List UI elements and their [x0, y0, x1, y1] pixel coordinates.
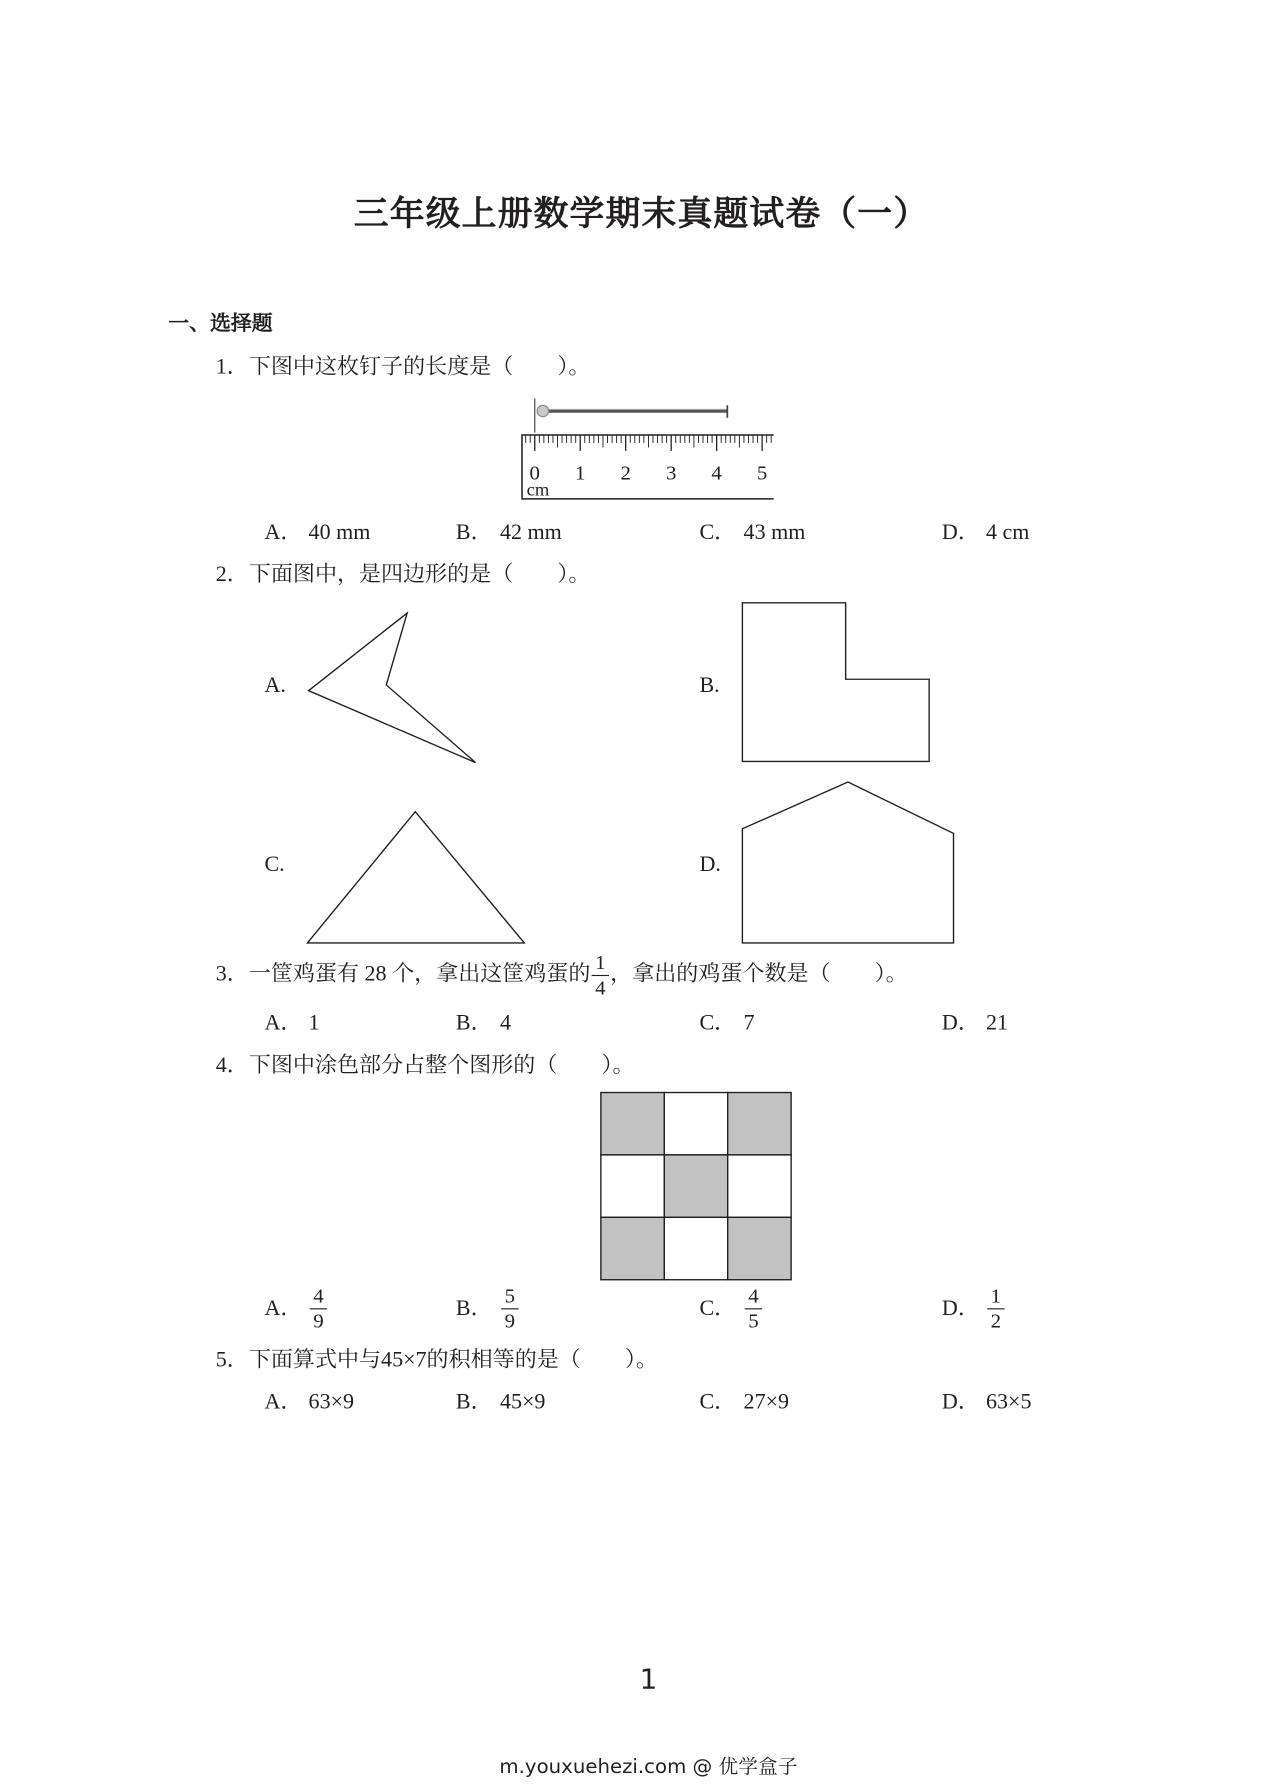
- question-3-text-after: ，拿出的鸡蛋个数是（ ）。: [610, 962, 908, 987]
- ruler-label-2: 2: [620, 462, 631, 485]
- option-label: B．: [455, 1296, 493, 1321]
- fraction-numerator: 1: [595, 951, 606, 974]
- option-label: D．: [941, 1296, 980, 1321]
- shape-c-triangle: [307, 812, 524, 943]
- option-label: C．: [699, 1011, 737, 1036]
- shape-a-concave-quadrilateral: [309, 613, 476, 763]
- question-5-option-c: [699, 1390, 789, 1415]
- option-fraction: [987, 1285, 1004, 1332]
- option-value: 43 mm: [743, 520, 806, 545]
- question-3-fraction: [592, 952, 609, 999]
- ruler-figure: [522, 435, 774, 499]
- grid-cell: [664, 1093, 727, 1155]
- option-label: A．: [264, 520, 303, 545]
- option-value: 4: [499, 1011, 511, 1036]
- question-1-option-a: [264, 521, 370, 546]
- ruler-label-1: 1: [575, 462, 586, 485]
- question-4-option-c: [699, 1285, 763, 1332]
- ruler-label-3: 3: [665, 462, 677, 485]
- option-value: 7: [743, 1011, 755, 1036]
- option-fraction: [501, 1285, 518, 1332]
- question-5-option-d: [942, 1390, 1032, 1415]
- option-value: 1: [308, 1011, 320, 1036]
- fraction-denominator: 9: [501, 1308, 518, 1332]
- page-number: 1: [639, 1663, 658, 1696]
- grid-cell: [664, 1217, 727, 1279]
- ruler-ticks: [526, 435, 772, 451]
- option-fraction: [745, 1285, 762, 1332]
- option-label: C．: [699, 1296, 737, 1321]
- grid-cell-shaded: [664, 1155, 727, 1217]
- question-3-option-c: [699, 1011, 754, 1036]
- shape-d-pentagon: [742, 782, 953, 943]
- ruler-outline: [522, 435, 774, 499]
- option-value: 63×9: [308, 1390, 355, 1415]
- grid-cell-shaded: [728, 1093, 791, 1155]
- question-5-option-a: [264, 1390, 354, 1415]
- option-value: 63×5: [986, 1390, 1032, 1415]
- fraction-denominator: 9: [310, 1308, 327, 1332]
- option-value: 42 mm: [499, 520, 562, 545]
- fraction-denominator: 5: [745, 1308, 762, 1332]
- option-label: A．: [264, 1011, 303, 1036]
- ruler-label-4: 4: [711, 462, 722, 485]
- section-heading: 一、选择题: [168, 311, 273, 336]
- grid-cell-shaded: [601, 1093, 664, 1155]
- question-4-option-d: [942, 1285, 1006, 1332]
- question-1-option-c: [699, 521, 805, 546]
- shape-b-l-hexagon: [742, 603, 929, 762]
- question-2-text: 2．下面图中，是四边形的是（ ）。: [215, 562, 591, 587]
- option-label: B．: [455, 1390, 493, 1415]
- grid-cell: [728, 1155, 791, 1217]
- shape-a-label: A.: [264, 673, 286, 698]
- option-label: C．: [699, 520, 737, 545]
- option-label: D．: [941, 1390, 980, 1415]
- fraction-numerator: 4: [748, 1284, 759, 1308]
- fraction-numerator: 1: [990, 1284, 1002, 1308]
- page-title: 三年级上册数学期末真题试卷（一）: [353, 194, 930, 235]
- option-fraction: [310, 1285, 327, 1332]
- question-4-option-a: [264, 1285, 328, 1332]
- option-label: B．: [455, 520, 493, 545]
- shape-c-label: C.: [264, 852, 285, 877]
- question-5-option-b: [456, 1390, 546, 1415]
- shape-d-label: D.: [699, 852, 721, 877]
- question-4-text: 4．下图中涂色部分占整个图形的（ ）。: [215, 1053, 635, 1078]
- question-1-option-d: [942, 521, 1030, 546]
- question-1-option-b: [456, 521, 562, 546]
- question-4-option-b: [456, 1285, 520, 1332]
- option-value: 27×9: [743, 1390, 790, 1415]
- question-3-option-a: [264, 1011, 319, 1036]
- fraction-numerator: 5: [504, 1284, 516, 1308]
- option-label: A．: [264, 1390, 303, 1415]
- question-1-text: 1．下图中这枚钉子的长度是（ ）。: [215, 355, 591, 380]
- ruler-unit: cm: [526, 479, 550, 500]
- ruler-label-5: 5: [756, 462, 768, 485]
- question-3-text-before: 3．一筐鸡蛋有 28 个，拿出这筐鸡蛋的: [215, 962, 591, 987]
- footer-source: m.youxuehezi.com @ 优学盒子: [499, 1755, 798, 1779]
- option-value: 4 cm: [986, 520, 1030, 545]
- option-label: A．: [264, 1296, 303, 1321]
- question-3-option-b: [456, 1011, 511, 1036]
- nail-figure: [535, 398, 728, 432]
- ruler-label-0: 0: [529, 462, 540, 485]
- option-label: B．: [455, 1011, 493, 1036]
- option-label: D．: [941, 1011, 980, 1036]
- grid-cell: [601, 1155, 664, 1217]
- fraction-denominator: 2: [987, 1308, 1004, 1332]
- question-3-text: [216, 950, 908, 1000]
- question-3-option-d: [942, 1011, 1008, 1036]
- option-label: C．: [699, 1390, 737, 1415]
- grid-cell-shaded: [728, 1217, 791, 1279]
- shaded-grid-figure: [601, 1093, 791, 1280]
- grid-cell-shaded: [601, 1217, 664, 1279]
- question-5-text: 5．下面算式中与45×7的积相等的是（ ）。: [215, 1348, 658, 1373]
- fraction-numerator: 4: [313, 1284, 324, 1308]
- option-value: 21: [986, 1011, 1009, 1036]
- shape-b-label: B.: [699, 673, 720, 698]
- nail-head: [537, 405, 549, 416]
- option-label: D．: [941, 520, 980, 545]
- option-value: 40 mm: [308, 520, 371, 545]
- fraction-denominator: 4: [592, 975, 609, 999]
- option-value: 45×9: [499, 1390, 546, 1415]
